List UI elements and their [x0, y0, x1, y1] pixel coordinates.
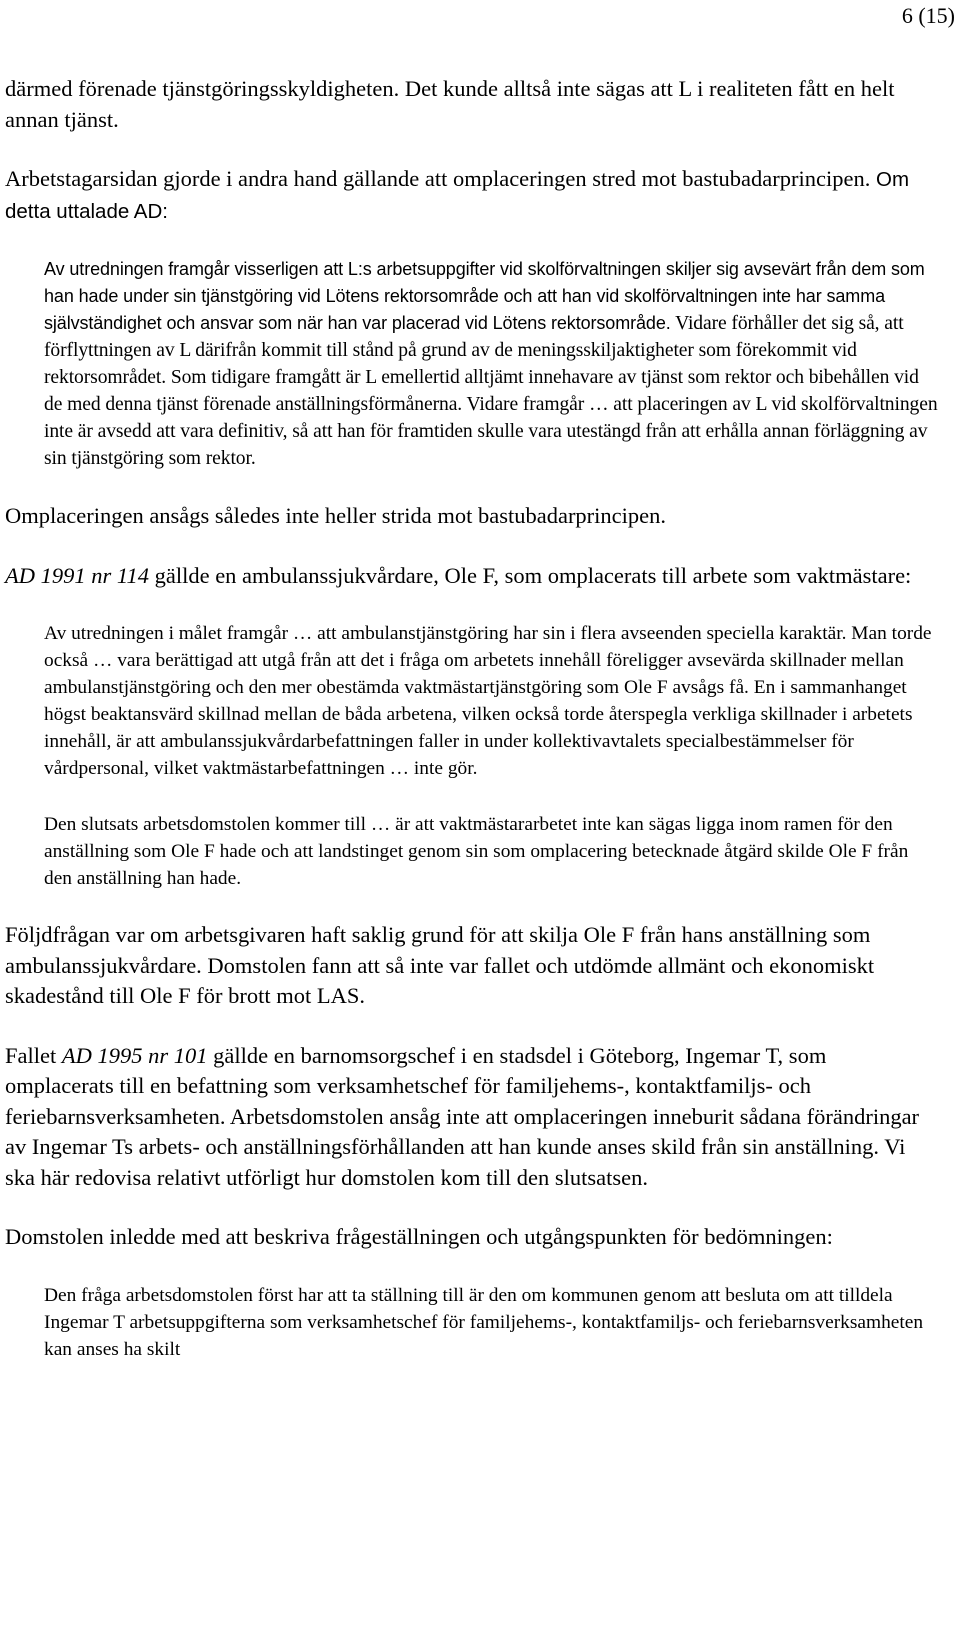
block-quote-1-part-3: Som tidigare framgått är L emellertid alltjämt innehavare av tjänst som rektor och bibehållen vid de med denna tjänst förenade anställningsförmånerna.	[44, 367, 919, 415]
case-citation-1995-101: AD 1995 nr 101	[61, 1042, 208, 1068]
paragraph-6	[5, 1041, 940, 1194]
page-number: 6 (15)	[901, 3, 955, 28]
block-quote-3: Den slutsats arbetsdomstolen kommer till … är att vaktmästararbetet inte kan sägas ligga inom ramen för den anställning som Ole F hade och att landstinget genom sin som omplacering betecknade åtgärd skilde Ole F från den anställning han hade.	[44, 814, 909, 889]
document-body	[5, 74, 940, 1392]
block-quote-1-part-2: Vidare förhåller det sig så, att förflyttningen av L därifrån kommit till stånd på grund av de meningsskiljaktigheter som förekommit vid rektorsområdet.	[44, 313, 904, 388]
case-citation-1991-114: AD 1991 nr 114	[5, 562, 149, 588]
block-quote-2-part-2: En i sammanhanget högst beaktansvärd skillnad mellan de båda arbetena, vilken också torde återspegla verkliga skillnader i arbetets innehåll, är att ambulanssjukvårdarbefattningen faller in under kollektivavtalets specialbestämmelser för vårdpersonal, vilket vaktmästarbefattningen … inte gör.	[44, 677, 913, 779]
paragraph-2-part-2: Om detta uttalade AD:	[5, 168, 910, 223]
paragraph-2-part-1: Arbetstagarsidan gjorde i andra hand gällande att omplaceringen stred mot bastubadarprincipen.	[5, 166, 871, 191]
block-quote-2	[44, 620, 940, 782]
block-quote-1	[44, 256, 940, 472]
paragraph-7: Domstolen inledde med att beskriva frågeställningen och utgångspunkten för bedömningen:	[5, 1224, 833, 1249]
paragraph-3: Omplaceringen ansågs således inte heller strida mot bastubadarprincipen.	[5, 503, 667, 528]
paragraph-6-intro: Fallet	[5, 1042, 62, 1068]
block-quote-1-part-1: Av utredningen framgår visserligen att L:s arbetsuppgifter vid skolförvaltningen skiljer sig avsevärt från dem som han hade under sin tjänstgöring vid Lötens rektorsområde och att han vid skolförvaltningen inte har samma självständighet och ansvar som när han var placerad vid Lötens rektorsområde.	[44, 259, 925, 333]
paragraph-4-rest: gällde en ambulanssjukvårdare, Ole F, som omplacerats till arbete som vaktmästare:	[148, 562, 912, 588]
block-quote-2-part-1: Av utredningen i målet framgår … att ambulanstjänstgöring har sin i flera avseenden speciella karaktär. Man torde också … vara berättigad att utgå från att det i fråga om arbetets innehåll föreligger avsevärda skillnader mellan ambulanstjänstgöring och den mer obestämda vaktmästartjänstgöring som Ole F avsågs få.	[44, 623, 932, 698]
paragraph-2	[5, 164, 940, 227]
paragraph-4	[5, 561, 940, 592]
block-quote-4: Den fråga arbetsdomstolen först har att ta ställning till är den om kommunen genom att besluta om att tilldela Ingemar T arbetsuppgifterna som verksamhetschef för familjehems-, kontaktfamiljs- och feriebarnsverksamheten kan anses ha skilt	[44, 1284, 924, 1360]
block-quote-1-part-4: Vidare framgår … att placeringen av L vid skolförvaltningen inte är avsedd att vara definitiv, så att han för framtiden skulle vara utestängd från att erhålla annan förläggning av sin tjänstgöring som rektor.	[44, 394, 938, 469]
paragraph-1: därmed förenade tjänstgöringsskyldigheten. Det kunde alltså inte sägas att L i realiteten fått en helt annan tjänst.	[5, 76, 895, 132]
paragraph-6-rest: gällde en barnomsorgschef i en stadsdel i Göteborg, Ingemar T, som omplacerats till en befattning som verksamhetschef för familjehems-, kontaktfamiljs- och feriebarnsverksamheten. Arbetsdomstolen ansåg inte att omplaceringen inneburit sådana förändringar av Ingemar Ts arbets- och anställningsförhållanden att han kunde anses skild från sin anställning. Vi ska här redovisa relativt utförligt hur domstolen kom till den slutsatsen.	[5, 1042, 920, 1190]
paragraph-5: Följdfrågan var om arbetsgivaren haft saklig grund för att skilja Ole F från hans anställning som ambulanssjukvårdare. Domstolen fann att så inte var fallet och utdömde allmänt och ekonomiskt skadestånd till Ole F för brott mot LAS.	[5, 922, 875, 1008]
